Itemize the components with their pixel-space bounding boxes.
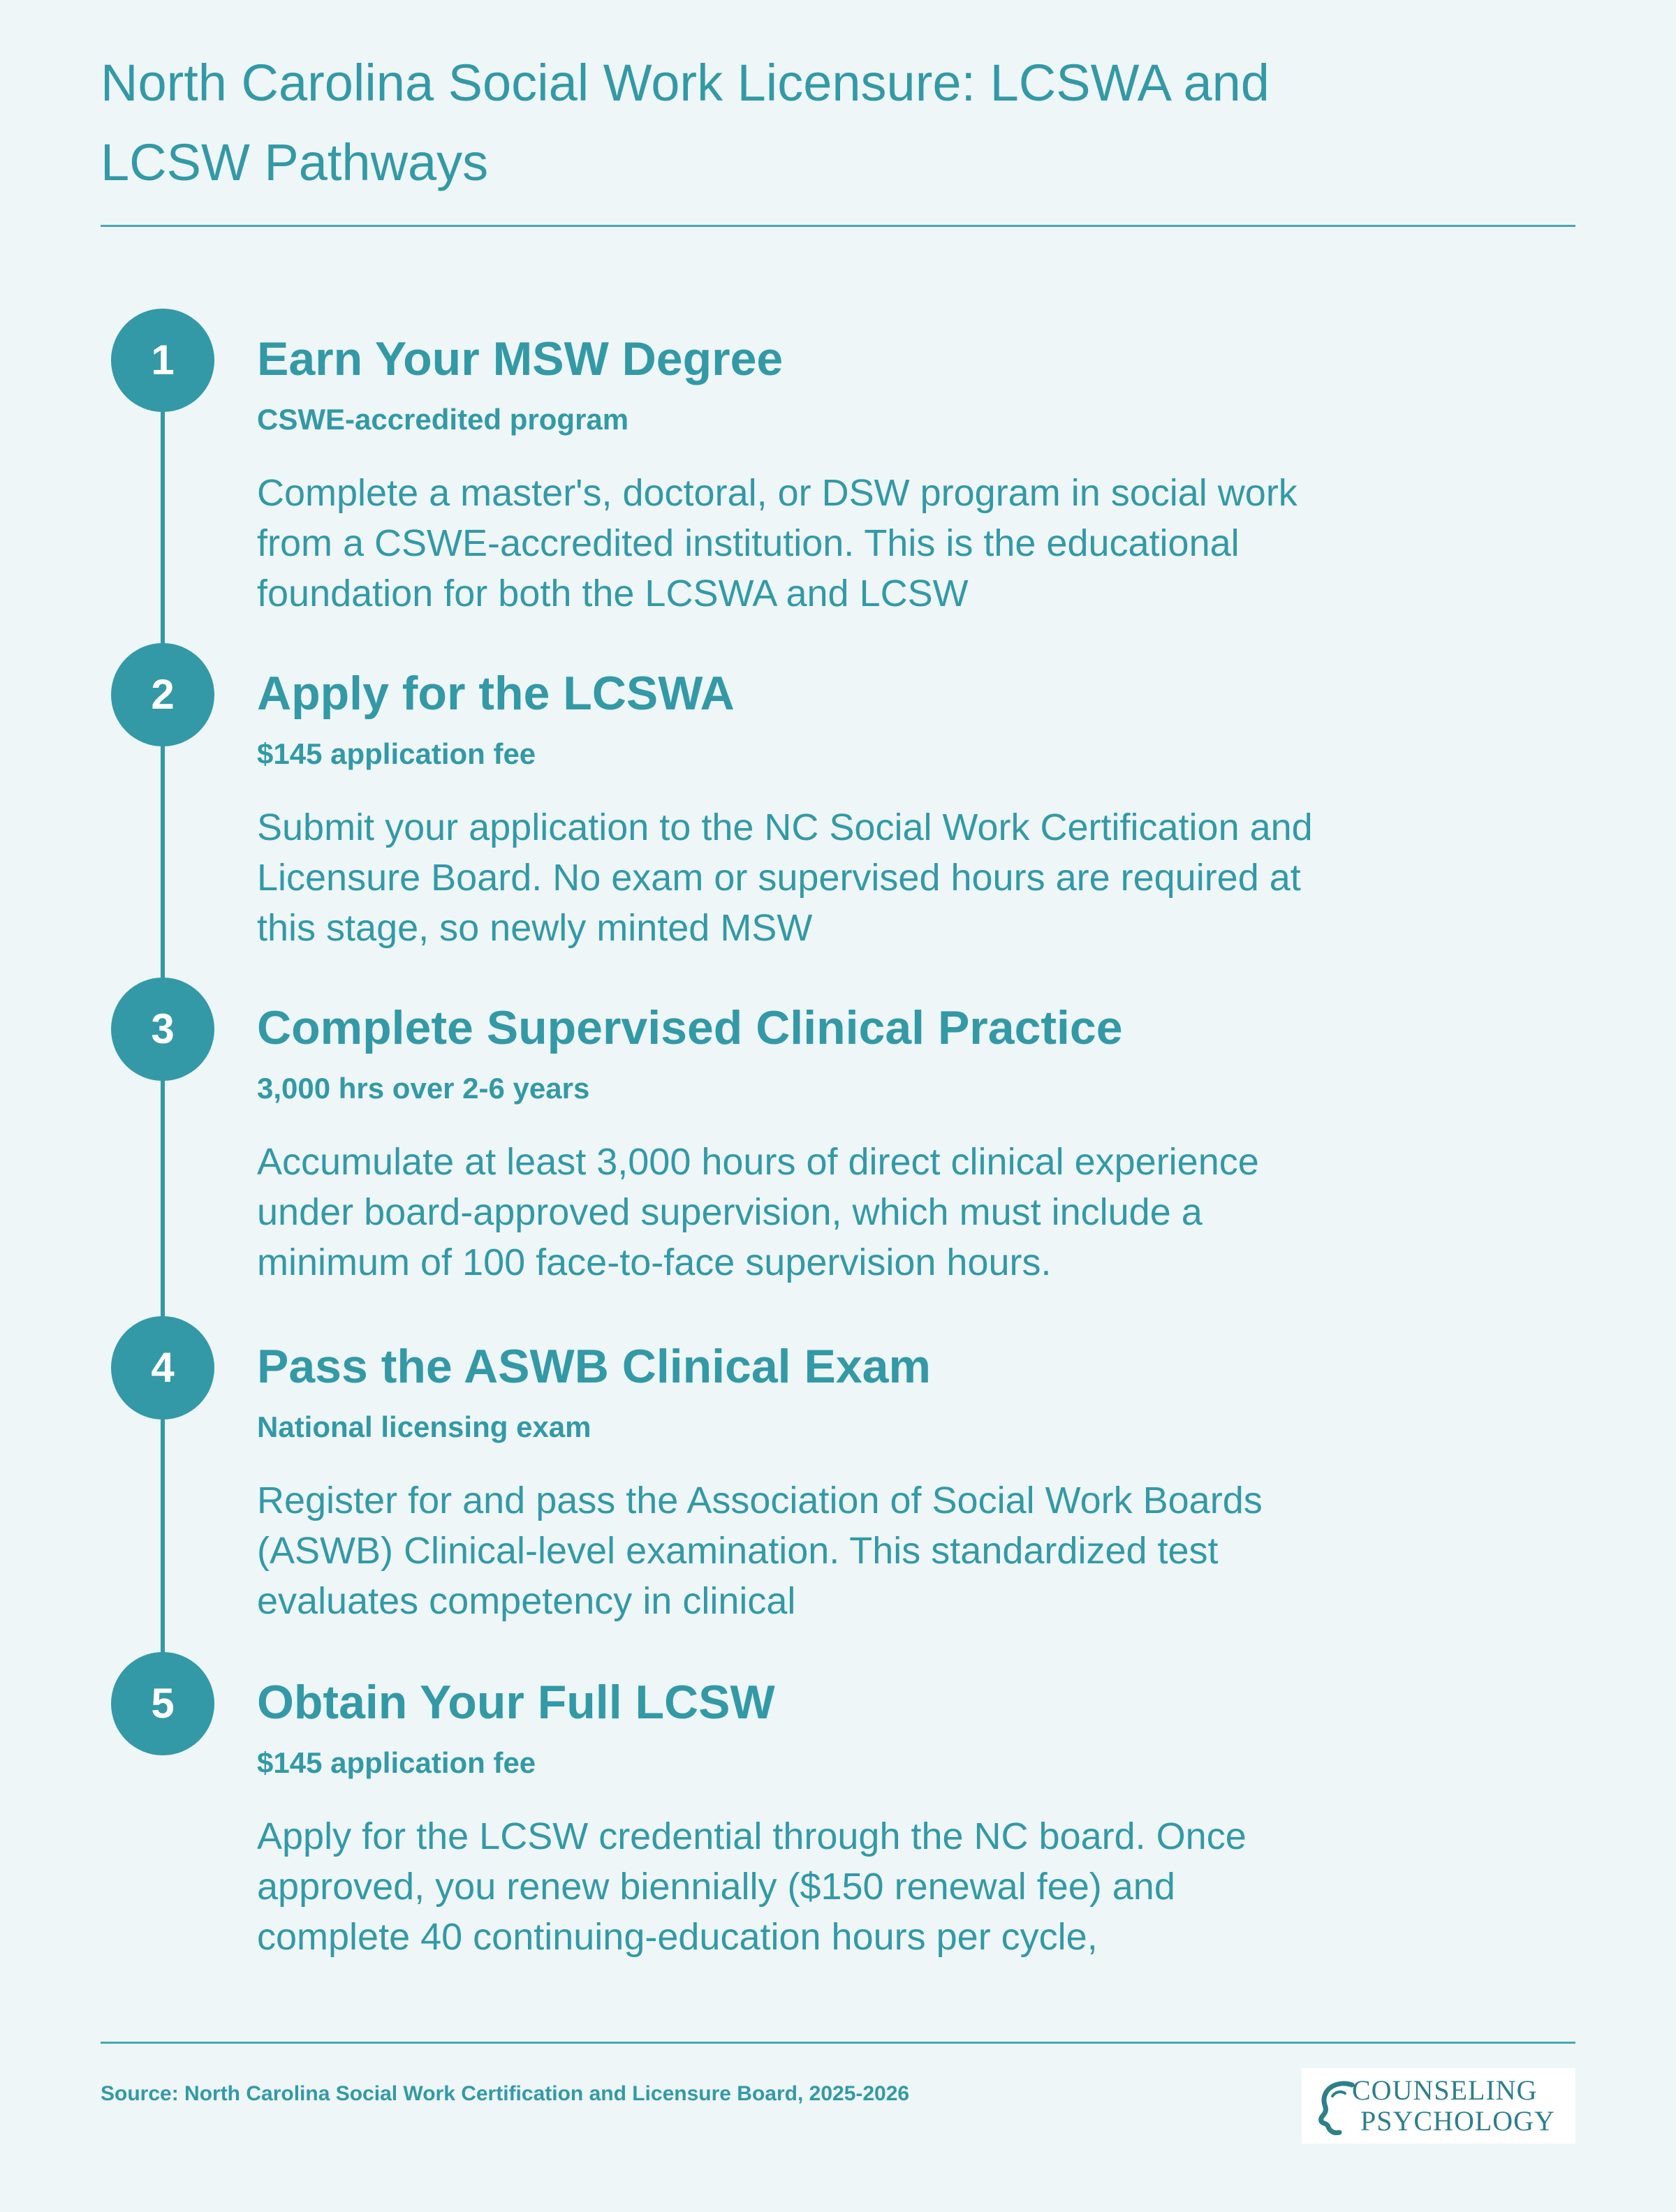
step-number-badge: 1 [111,309,214,412]
title-divider [101,225,1575,227]
logo-text-line2: PSYCHOLOGY [1360,2105,1555,2137]
step-subtitle: National licensing exam [257,1410,591,1443]
step-description: Complete a master's, doctoral, or DSW program in social work from a CSWE-accredited institution. This is the educational foundation for both the LCSWA and LCSW [257,472,1298,614]
step-description: Accumulate at least 3,000 hours of direct clinical experience under board-approved supervision, which must include a minimum of 100 face-to-face supervision hours. [257,1141,1259,1283]
footer-divider [101,2042,1575,2044]
step-subtitle: $145 application fee [257,1746,536,1779]
step-title: Complete Supervised Clinical Practice [257,1001,1123,1054]
step-title: Apply for the LCSWA [257,667,735,720]
source-citation: Source: North Carolina Social Work Certification and Licensure Board, 2025-2026 [101,2082,910,2105]
step-subtitle: 3,000 hrs over 2-6 years [257,1072,590,1105]
step-number-badge: 3 [111,978,214,1081]
page-title: North Carolina Social Work Licensure: LCSWA and LCSW Pathways [101,54,1270,191]
counseling-psychology-logo [1302,2068,1575,2144]
step-title: Pass the ASWB Clinical Exam [257,1340,931,1393]
logo-text-line1: COUNSELING [1352,2074,1538,2106]
step-title: Obtain Your Full LCSW [257,1676,775,1729]
step-description: Apply for the LCSW credential through the NC board. Once approved, you renew biennially ($150 renewal fee) and complete 40 continuing-education hours per cycle, [257,1815,1247,1958]
step-number-badge: 2 [111,643,214,746]
step-title: Earn Your MSW Degree [257,332,784,385]
step-number-badge: 5 [111,1652,214,1755]
step-description: Submit your application to the NC Social Work Certification and Licensure Board. No exam or supervised hours are required at this stage, so newly minted MSW [257,806,1313,949]
step-description: Register for and pass the Association of Social Work Boards (ASWB) Clinical-level examination. This standardized test evaluates competency in clinical [257,1480,1263,1622]
step-subtitle: CSWE-accredited program [257,403,629,436]
step-number-badge: 4 [111,1316,214,1420]
step-subtitle: $145 application fee [257,737,536,770]
